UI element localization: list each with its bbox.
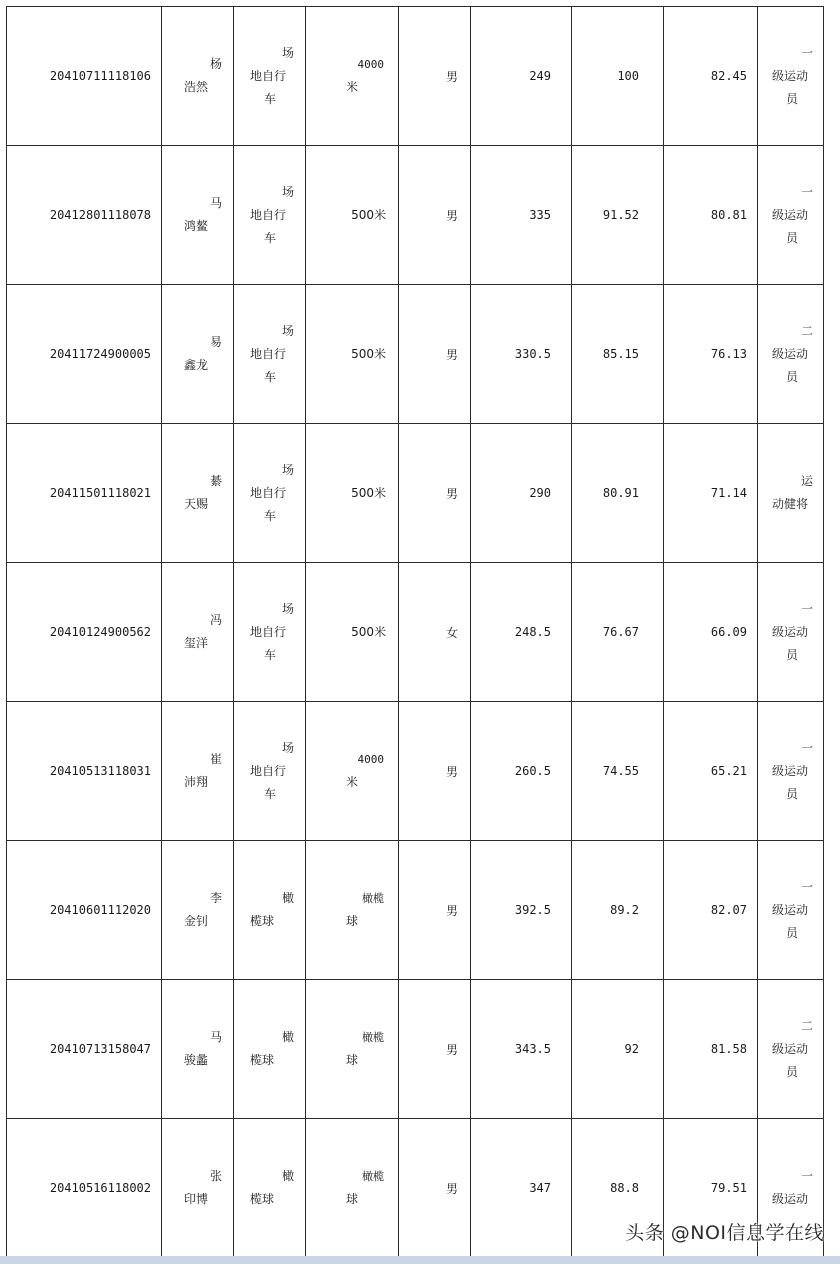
level-line-2: 级运动 <box>772 902 809 917</box>
project-line-3: 车 <box>264 647 277 662</box>
name-cell <box>162 285 234 424</box>
student-id-cell: 20411724900005 <box>7 285 162 424</box>
score-b-cell: 80.81 <box>664 146 758 285</box>
event-line-2: 球 <box>346 1192 359 1206</box>
level-cell <box>758 146 824 285</box>
score-b-cell: 81.58 <box>664 980 758 1119</box>
project-line-2: 地自行 <box>250 624 287 639</box>
level-cell <box>758 980 824 1119</box>
event-line-2: 米 <box>346 80 359 94</box>
event-line-2: 球 <box>346 1053 359 1067</box>
project-line-1: 场 <box>281 45 294 60</box>
level-cell <box>758 285 824 424</box>
student-id-cell: 20411501118021 <box>7 424 162 563</box>
level-line-1: 一 <box>800 740 813 755</box>
level-line-2: 级运动 <box>772 207 809 222</box>
project-line-1: 橄 <box>281 891 294 905</box>
project-line-2: 地自行 <box>250 68 287 83</box>
name-line-2: 鑫龙 <box>184 358 209 372</box>
score-b-cell: 66.09 <box>664 563 758 702</box>
student-id-cell: 20410124900562 <box>7 563 162 702</box>
table-row <box>7 285 824 424</box>
score-a-cell: 100 <box>572 7 664 146</box>
name-line-1: 冯 <box>209 613 222 627</box>
project-line-2: 地自行 <box>250 346 287 361</box>
score-a-cell: 76.67 <box>572 563 664 702</box>
event-line-1: 橄榄 <box>362 892 384 905</box>
project-cell <box>234 841 306 980</box>
name-line-2: 印博 <box>184 1192 209 1206</box>
event-line-1: 500米 <box>351 485 386 500</box>
score-b-cell: 79.51 <box>664 1119 758 1258</box>
event-cell <box>306 146 399 285</box>
gender-cell: 男 <box>399 7 471 146</box>
name-line-2: 浩然 <box>184 80 209 94</box>
event-line-1: 橄榄 <box>362 1170 384 1183</box>
level-line-2: 级运动 <box>772 68 809 83</box>
level-line-1: 二 <box>800 323 813 338</box>
score-b-cell: 82.45 <box>664 7 758 146</box>
level-line-2: 级运动 <box>772 1041 809 1056</box>
project-cell <box>234 285 306 424</box>
level-cell <box>758 7 824 146</box>
total-score-cell: 347 <box>471 1119 572 1258</box>
table-row <box>7 980 824 1119</box>
level-line-1: 二 <box>800 1018 813 1033</box>
project-line-1: 橄 <box>281 1030 294 1044</box>
project-line-2: 地自行 <box>250 207 287 222</box>
project-cell <box>234 1119 306 1258</box>
name-cell <box>162 841 234 980</box>
level-line-3: 员 <box>786 230 799 245</box>
gender-cell: 男 <box>399 702 471 841</box>
total-score-cell: 249 <box>471 7 572 146</box>
watermark: 头条 @NOI信息学在线 <box>625 1222 824 1244</box>
score-a-cell: 92 <box>572 980 664 1119</box>
project-line-1: 场 <box>281 601 294 616</box>
score-a-cell: 88.8 <box>572 1119 664 1258</box>
score-a-cell: 91.52 <box>572 146 664 285</box>
name-line-2: 玺洋 <box>184 636 209 650</box>
event-cell <box>306 424 399 563</box>
level-line-1: 运 <box>800 474 813 488</box>
project-line-1: 场 <box>281 323 294 338</box>
project-cell <box>234 563 306 702</box>
score-a-cell: 85.15 <box>572 285 664 424</box>
project-line-3: 车 <box>264 369 277 384</box>
project-line-2: 地自行 <box>250 763 287 778</box>
project-line-2: 榄球 <box>250 1053 275 1067</box>
gender-cell: 男 <box>399 424 471 563</box>
gender-cell: 男 <box>399 285 471 424</box>
gender-cell: 男 <box>399 980 471 1119</box>
level-line-2: 动健将 <box>772 497 809 511</box>
table-row <box>7 146 824 285</box>
project-cell <box>234 146 306 285</box>
level-cell <box>758 702 824 841</box>
gender-cell: 女 <box>399 563 471 702</box>
student-id-cell: 20410516118002 <box>7 1119 162 1258</box>
level-line-3: 员 <box>786 925 799 940</box>
name-line-1: 易 <box>209 335 222 349</box>
total-score-cell: 248.5 <box>471 563 572 702</box>
score-b-cell: 76.13 <box>664 285 758 424</box>
level-line-2: 级运动 <box>772 346 809 361</box>
project-line-1: 场 <box>281 740 294 755</box>
score-a-cell: 80.91 <box>572 424 664 563</box>
score-b-cell: 82.07 <box>664 841 758 980</box>
level-line-3: 员 <box>786 369 799 384</box>
student-id-cell: 20410713158047 <box>7 980 162 1119</box>
gender-cell: 男 <box>399 146 471 285</box>
event-cell <box>306 285 399 424</box>
level-line-1: 一 <box>800 1169 813 1183</box>
name-line-1: 马 <box>209 1030 222 1044</box>
table-body <box>7 7 824 1258</box>
level-line-3: 员 <box>786 1064 799 1079</box>
total-score-cell: 392.5 <box>471 841 572 980</box>
name-cell <box>162 563 234 702</box>
level-cell <box>758 563 824 702</box>
project-line-3: 车 <box>264 230 277 245</box>
event-line-1: 500米 <box>351 624 386 639</box>
event-cell <box>306 841 399 980</box>
name-line-2: 鸿鳌 <box>184 219 209 233</box>
total-score-cell: 290 <box>471 424 572 563</box>
project-line-3: 车 <box>264 508 277 523</box>
name-cell <box>162 146 234 285</box>
level-line-2: 级运动 <box>772 763 809 778</box>
event-cell <box>306 980 399 1119</box>
level-line-2: 级运动 <box>772 624 809 639</box>
score-b-cell: 71.14 <box>664 424 758 563</box>
athlete-score-table <box>6 6 824 1258</box>
next-row-strip <box>0 1256 840 1264</box>
level-line-1: 一 <box>800 601 813 616</box>
score-b-cell: 65.21 <box>664 702 758 841</box>
total-score-cell: 343.5 <box>471 980 572 1119</box>
level-cell <box>758 424 824 563</box>
level-line-3: 员 <box>786 647 799 662</box>
level-line-3: 员 <box>786 786 799 801</box>
score-a-cell: 89.2 <box>572 841 664 980</box>
total-score-cell: 330.5 <box>471 285 572 424</box>
name-line-2: 沛翔 <box>184 775 209 789</box>
project-line-2: 榄球 <box>250 914 275 928</box>
student-id-cell: 20410711118106 <box>7 7 162 146</box>
project-line-2: 地自行 <box>250 485 287 500</box>
name-cell <box>162 702 234 841</box>
student-id-cell: 20410513118031 <box>7 702 162 841</box>
table-row <box>7 841 824 980</box>
project-cell <box>234 424 306 563</box>
event-line-2: 米 <box>346 775 359 789</box>
table-row <box>7 563 824 702</box>
event-line-1: 500米 <box>351 346 386 361</box>
name-line-1: 李 <box>209 891 222 905</box>
project-cell <box>234 7 306 146</box>
project-line-1: 橄 <box>281 1169 294 1183</box>
level-cell <box>758 841 824 980</box>
project-line-1: 场 <box>281 462 294 477</box>
name-cell <box>162 424 234 563</box>
name-line-2: 金钊 <box>184 914 209 928</box>
level-line-2: 级运动 <box>772 1192 809 1206</box>
event-cell <box>306 563 399 702</box>
event-line-1: 4000 <box>357 58 384 71</box>
table-row <box>7 424 824 563</box>
table-row <box>7 702 824 841</box>
student-id-cell: 20412801118078 <box>7 146 162 285</box>
name-line-1: 綦 <box>209 474 222 488</box>
table-row <box>7 7 824 146</box>
event-line-2: 球 <box>346 914 359 928</box>
name-cell <box>162 7 234 146</box>
project-cell <box>234 702 306 841</box>
project-cell <box>234 980 306 1119</box>
name-line-1: 马 <box>209 196 222 210</box>
level-line-1: 一 <box>800 45 813 60</box>
gender-cell: 男 <box>399 841 471 980</box>
total-score-cell: 335 <box>471 146 572 285</box>
event-line-1: 4000 <box>357 753 384 766</box>
project-line-2: 榄球 <box>250 1192 275 1206</box>
event-cell <box>306 7 399 146</box>
name-line-2: 骏蠡 <box>184 1053 209 1067</box>
event-line-1: 500米 <box>351 207 386 222</box>
name-cell <box>162 980 234 1119</box>
level-line-1: 一 <box>800 184 813 199</box>
student-id-cell: 20410601112020 <box>7 841 162 980</box>
gender-cell: 男 <box>399 1119 471 1258</box>
total-score-cell: 260.5 <box>471 702 572 841</box>
name-line-1: 张 <box>209 1169 222 1183</box>
project-line-1: 场 <box>281 184 294 199</box>
level-line-3: 员 <box>786 91 799 106</box>
event-cell <box>306 1119 399 1258</box>
name-line-1: 杨 <box>209 57 222 71</box>
name-line-2: 天赐 <box>184 497 209 511</box>
project-line-3: 车 <box>264 91 277 106</box>
event-cell <box>306 702 399 841</box>
score-a-cell: 74.55 <box>572 702 664 841</box>
name-cell <box>162 1119 234 1258</box>
event-line-1: 橄榄 <box>362 1031 384 1044</box>
level-line-1: 一 <box>800 879 813 894</box>
name-line-1: 崔 <box>209 752 222 766</box>
project-line-3: 车 <box>264 786 277 801</box>
